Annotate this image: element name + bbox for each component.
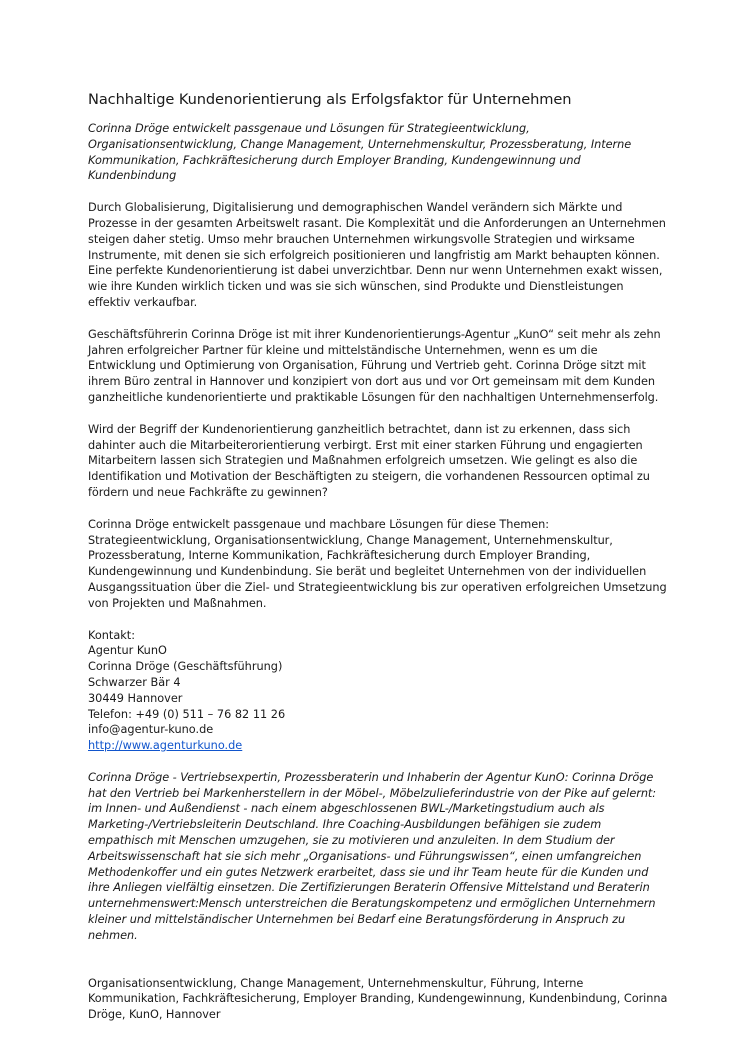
contact-heading: Kontakt: <box>88 628 136 642</box>
bio-paragraph: Corinna Dröge - Vertriebsexpertin, Prozessberaterin und Inhaberin der Agentur KunO: Corinna Dröge hat den Vertrieb bei Markenherstellern in der Möbel-, Möbelzulieferindustrie von der Pike auf gelernt: im Innen- und Außendienst - nach einem abgeschlossenen BWL-/Marketingstudium auch als Marketing-/Vertriebsleiterin Deutschland. Ihre Coaching-Ausbildungen befähigen sie zudem empathisch mit Menschen umzugehen, sie zu motivieren und anzuleiten. In dem Studium der Arbeitswissenschaft hat sie sich mehr „Organisations- und Führungswissen“, einen umfangreichen Methodenkoffer und ein gutes Netzwerk erarbeitet, dass sie und ihr Team heute für die Kunden und ihre Anliegen vielfältig einsetzen. Die Zertifizierungen Beraterin Offensive Mittelstand und Beraterin unternehmenswert:Mensch unterstreichen die Beratungskompetenz und ermöglichen Unternehmern kleiner und mittelständischer Unternehmen bei Bedarf eine Beratungsförderung in Anspruch zu nehmen. <box>88 770 657 942</box>
website-link[interactable]: http://www.agenturkuno.de <box>88 739 243 753</box>
body-paragraph-4: Corinna Dröge entwickelt passgenaue und machbare Lösungen für diese Themen: Strategieentwicklung, Organisationsentwicklung, Change Management, Unternehmenskultur, Prozessberatung, Interne Kommunikation, Fachkräftesicherung durch Employer Branding, Kundengewinnung und Kundenbindung. Sie berät und begleitet Unternehmen von der individuellen Ausgangssituation über die Ziel- und Strategieentwicklung bis zur operativen erfolgreichen Umsetzung von Projekten und Maßnahmen. <box>88 517 667 610</box>
contact-company: Agentur KunO <box>88 644 167 658</box>
contact-block <box>88 628 668 754</box>
lead-paragraph: Corinna Dröge entwickelt passgenaue und Lösungen für Strategieentwicklung, Organisationsentwicklung, Change Management, Unternehmenskultur, Prozessberatung, Interne Kommunikation, Fachkräftesicherung durch Employer Branding, Kundengewinnung und Kundenbindung <box>88 122 632 183</box>
contact-person: Corinna Dröge (Geschäftsführung) <box>88 660 283 674</box>
body-paragraph-2: Geschäftsführerin Corinna Dröge ist mit ihrer Kundenorientierungs-Agentur „KunO“ seit mehr als zehn Jahren erfolgreicher Partner für kleine und mittelständische Unternehmen, wenn es um die Entwicklung und Optimierung von Organisation, Führung und Vertrieb geht. Corinna Dröge sitzt mit ihrem Büro zentral in Hannover und konzipiert von dort aus und vor Ort gemeinsam mit dem Kunden ganzheitliche kundenorientierte und praktikable Lösungen für den nachhaltigen Unternehmenserfolg. <box>88 327 661 404</box>
body-paragraph-1: Durch Globalisierung, Digitalisierung und demographischen Wandel verändern sich Märkte und Prozesse in der gesamten Arbeitswelt rasant. Die Komplexität und die Anforderungen an Unternehmen steigen daher stetig. Umso mehr brauchen Unternehmen wirkungsvolle Strategien und wirksame Instrumente, mit denen sie sich erfolgreich positionieren und langfristig am Markt behaupten können. Eine perfekte Kundenorientierung ist dabei unverzichtbar. Denn nur wenn Unternehmen exakt wissen, wie ihre Kunden wirklich ticken und was sie sich wünschen, sind Produkte und Dienstleistungen effektiv verkaufbar. <box>88 201 666 309</box>
keywords-paragraph: Organisationsentwicklung, Change Management, Unternehmenskultur, Führung, Interne Kommunikation, Fachkräftesicherung, Employer Branding, Kundengewinnung, Kundenbindung, Corinna Dröge, KunO, Hannover <box>88 976 668 1022</box>
contact-phone: Telefon: +49 (0) 511 – 76 82 11 26 <box>88 707 286 721</box>
contact-city: 30449 Hannover <box>88 691 183 705</box>
contact-street: Schwarzer Bär 4 <box>88 675 181 689</box>
contact-email: info@agentur-kuno.de <box>88 723 214 737</box>
body-paragraph-3: Wird der Begriff der Kundenorientierung ganzheitlich betrachtet, dann ist zu erkennen, dass sich dahinter auch die Mitarbeiterorientierung verbirgt. Erst mit einer starken Führung und engagierten Mitarbeitern lassen sich Strategien und Maßnahmen erfolgreich umsetzen. Wie gelingt es also die Identifikation und Motivation der Beschäftigten zu steigern, die vorhandenen Ressourcen optimal zu fördern und neue Fachkräfte zu gewinnen? <box>88 422 650 499</box>
document-body <box>88 90 668 1023</box>
document-title: Nachhaltige Kundenorientierung als Erfolgsfaktor für Unternehmen <box>88 91 572 108</box>
